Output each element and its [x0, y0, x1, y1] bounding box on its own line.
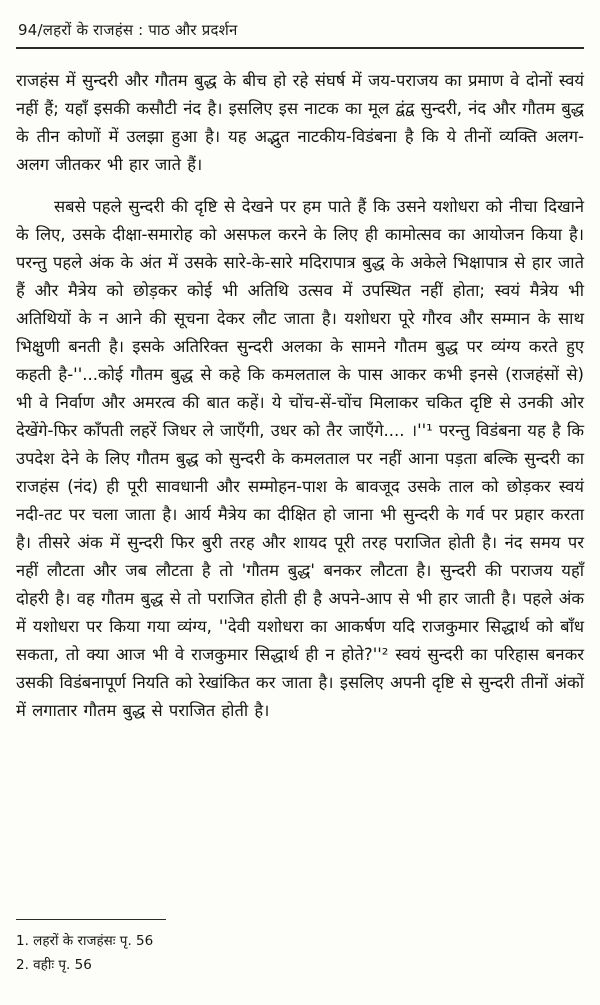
footnotes-section: [16, 919, 584, 977]
paragraph-1: राजहंस में सुन्दरी और गौतम बुद्ध के बीच हो रहे संघर्ष में जय-पराजय का प्रमाण वे दोनों स्वयं नहीं हैं; यहाँ इसकी कसौटी नंद है। इसलिए इस नाटक का मूल द्वंद्व सुन्दरी, नंद और गौतम बुद्ध के तीन कोणों में उलझा हुआ है। यह अद्भुत नाटकीय-विडंबना है कि ये तीनों व्यक्ति अलग-अलग जीतकर भी हार जाते हैं।: [16, 70, 584, 174]
page-header: [16, 20, 584, 49]
footnote-1: 1. लहरों के राजहंसः पृ. 56: [16, 933, 154, 949]
paragraph-2: सबसे पहले सुन्दरी की दृष्टि से देखने पर हम पाते हैं कि उसने यशोधरा को नीचा दिखाने के लिए, उसके दीक्षा-समारोह को असफल करने के लिए ही कामोत्सव का आयोजन किया है। परन्तु पहले अंक के अंत में उसके सारे-के-सारे मदिरापात्र बुद्ध के अकेले भिक्षापात्र से हार जाते हैं और मैत्रेय को छोड़कर कोई भी अतिथि उत्सव में उपस्थित नहीं होता; स्वयं मैत्रेय भी अतिथियों के न आने की सूचना देकर लौट जाता है। यशोधरा पूरे गौरव और सम्मान के साथ भिक्षुणी बनती है। इसके अतिरिक्त सुन्दरी अलका के सामने गौतम बुद्ध पर व्यंग्य करते हुए कहती है-''...कोई गौतम बुद्ध से कहे कि कमलताल के पास आकर कभी इनसे (राजहंसों से) भी वे निर्वाण और अमरत्व की बात कहें। ये चोंच-सें-चोंच मिलाकर चकित दृष्टि से उनकी ओर देखेंगे-फिर काँपती लहरें जिधर ले जाएँगी, उधर को तैर जाएँगे.... ।''¹ परन्तु विडंबना यह है कि उपदेश देने के लिए गौतम बुद्ध को सुन्दरी के कमलताल पर नहीं आना पड़ता बल्कि सुन्दरी का राजहंस (नंद) ही पूरी सावधानी और सम्मोहन-पाश के बावजूद उसके ताल को छोड़कर स्वयं नदी-तट पर चला जाता है। आर्य मैत्रेय का दीक्षित हो जाना भी सुन्दरी के गर्व पर प्रहार करता है। तीसरे अंक में सुन्दरी फिर बुरी तरह और शायद पूरी तरह पराजित होती है। नंद समय पर नहीं लौटता और जब लौटता है तो 'गौतम बुद्ध' बनकर लौटता है। सुन्दरी की पराजय यहाँ दोहरी है। वह गौतम बुद्ध से तो पराजित होती ही है अपने-आप से भी हार जाती है। पहले अंक में यशोधरा पर किया गया व्यंग्य, ''देवी यशोधरा का आकर्षण यदि राजकुमार सिद्धार्थ को बाँध सकता, तो क्या आज भी वे राजकुमार सिद्धार्थ ही न होते?''² स्वयं सुन्दरी का परिहास बनकर उसकी विडंबनापूर्ण नियति को रेखांकित कर जाता है। इसलिए अपनी दृष्टि से सुन्दरी तीनों अंकों में लगातार गौतम बुद्ध से पराजित होती है।: [16, 196, 584, 720]
footnote-2: 2. वहीः पृ. 56: [16, 957, 92, 973]
running-head: 94/लहरों के राजहंस : पाठ और प्रदर्शन: [18, 21, 238, 39]
footnote-rule: [16, 919, 166, 920]
header-rule: [16, 47, 584, 49]
page-body: [16, 67, 584, 725]
